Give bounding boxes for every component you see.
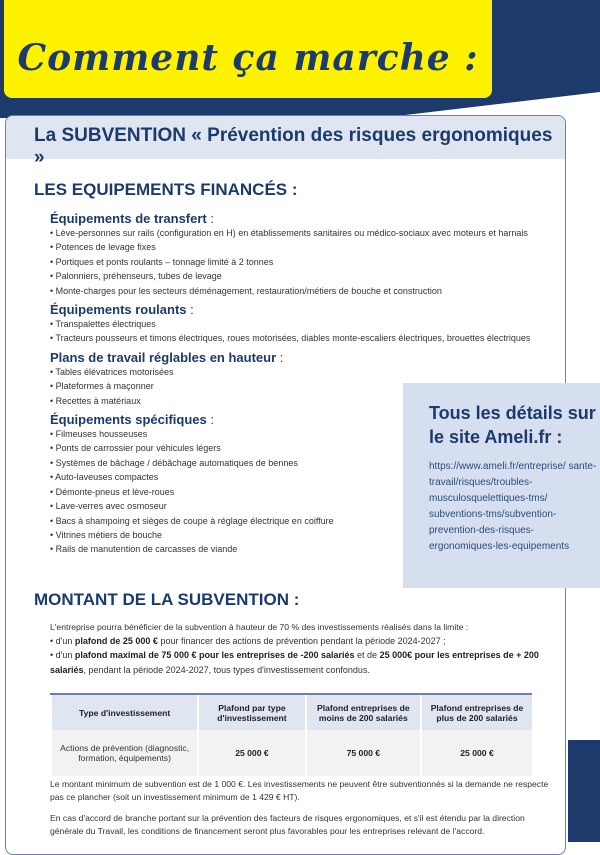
column-header: Type d'investissement bbox=[51, 694, 198, 730]
table-cell: 75 000 € bbox=[306, 730, 421, 776]
list-item: • Lave-verres avec osmoseur bbox=[50, 499, 540, 513]
ameli-title: Tous les détails sur le site Ameli.fr : bbox=[429, 403, 596, 447]
card-title: La SUBVENTION « Prévention des risques ergonomiques » bbox=[6, 116, 565, 159]
column-header: Plafond par type d'investissement bbox=[198, 694, 305, 730]
column-header: Plafond entreprises de moins de 200 salariés bbox=[306, 694, 421, 730]
group-title: Équipements de transfert : bbox=[50, 211, 214, 226]
equipements-heading: LES EQUIPEMENTS FINANCÉS : bbox=[34, 180, 298, 199]
table-cell: Actions de prévention (diagnostic, formation, équipements) bbox=[51, 730, 198, 776]
list-item: • Démonte-pneus et lève-roues bbox=[50, 485, 540, 499]
list-item: • Rails de manutention de carcasses de viande bbox=[50, 542, 540, 556]
ameli-info-box bbox=[403, 383, 600, 588]
montant-heading: MONTANT DE LA SUBVENTION : bbox=[34, 590, 300, 609]
ameli-link[interactable]: https://www.ameli.fr/entreprise/ sante-travail/risques/troubles- musculosquelettiques-tms/ subventions-tms/subvention- prevention-des-risques- ergonomiques-les-equipements bbox=[429, 461, 597, 552]
note-minimum: Le montant minimum de subvention est de 1 000 €. Les investissements ne peuvent être subventionnés si la demande ne respecte pas ce plancher (soit un investissement minimum de 1 429 € HT). bbox=[50, 779, 549, 802]
list-item: • d'un plafond de 25 000 € pour financer des actions de prévention pendant la période 2024-2027 ; bbox=[50, 634, 550, 648]
table-row bbox=[51, 730, 532, 776]
list-item: • Bacs à shampoing et sièges de coupe à réglage électrique en coiffure bbox=[50, 514, 540, 528]
table-cell: 25 000 € bbox=[421, 730, 532, 776]
header-banner bbox=[4, 0, 492, 98]
column-header: Plafond entreprises de plus de 200 salariés bbox=[421, 694, 532, 730]
list-item: • Tracteurs pousseurs et timons électriques, roues motorisées, diables monte-escaliers électriques, brouettes électriques bbox=[50, 331, 540, 345]
note-accord: En cas d'accord de branche portant sur la prévention des facteurs de risques ergonomiques, et s'il est étendu par la direction générale du Travail, les conditions de financement seront plus favorables pour les entreprises relevant de l'accord. bbox=[50, 813, 525, 836]
montant-intro: L'entreprise pourra bénéficier de la subvention à hauteur de 70 % des investissements réalisés dans la limite : bbox=[50, 622, 469, 632]
list-item: • Potences de levage fixes bbox=[50, 240, 540, 254]
list-item: • Monte-charges pour les secteurs déménagement, restauration/métiers de bouche et construction bbox=[50, 284, 540, 298]
page-title: Comment ça marche : bbox=[17, 37, 479, 79]
plafond-table bbox=[50, 693, 532, 776]
group-title: Équipements roulants : bbox=[50, 302, 194, 318]
list-item: • Tables élévatrices motorisées bbox=[50, 365, 540, 379]
list-item: • Palonniers, préhenseurs, tubes de levage bbox=[50, 269, 540, 283]
list-item: • Portiques et ponts roulants – tonnage limité à 2 tonnes bbox=[50, 255, 540, 269]
list-item: • d'un plafond maximal de 75 000 € pour les entreprises de -200 salariés et de 25 000€ pour les entreprises de + 200 salariés, pendant la période 2024-2027, tous types d'investissement confondus. bbox=[50, 648, 550, 677]
table-cell: 25 000 € bbox=[198, 730, 305, 776]
list-item: • Vitrines métiers de bouche bbox=[50, 528, 540, 542]
list-item: • Ponts de carrossier pour véhicules légers bbox=[50, 441, 540, 455]
group-title: Plans de travail réglables en hauteur : bbox=[50, 349, 284, 365]
table-header-row bbox=[51, 694, 532, 730]
notes bbox=[50, 778, 555, 846]
list-item: • Recettes à matériaux bbox=[50, 394, 540, 408]
list-item: • Transpalettes électriques bbox=[50, 317, 540, 331]
montant-text bbox=[50, 621, 550, 677]
list-item: • Lève-personnes sur rails (configuration en H) en établissements sanitaires ou médico-sociaux avec moteurs et harnais bbox=[50, 226, 540, 240]
list-item: • Systèmes de bâchage / débâchage automatiques de bennes bbox=[50, 456, 540, 470]
group-title: Équipements spécifiques : bbox=[50, 412, 214, 428]
list-item: • Filmeuses housseuses bbox=[50, 427, 540, 441]
list-item: • Plateformes à maçonner bbox=[50, 379, 540, 393]
list-item: • Auto-laveuses compactes bbox=[50, 470, 540, 484]
